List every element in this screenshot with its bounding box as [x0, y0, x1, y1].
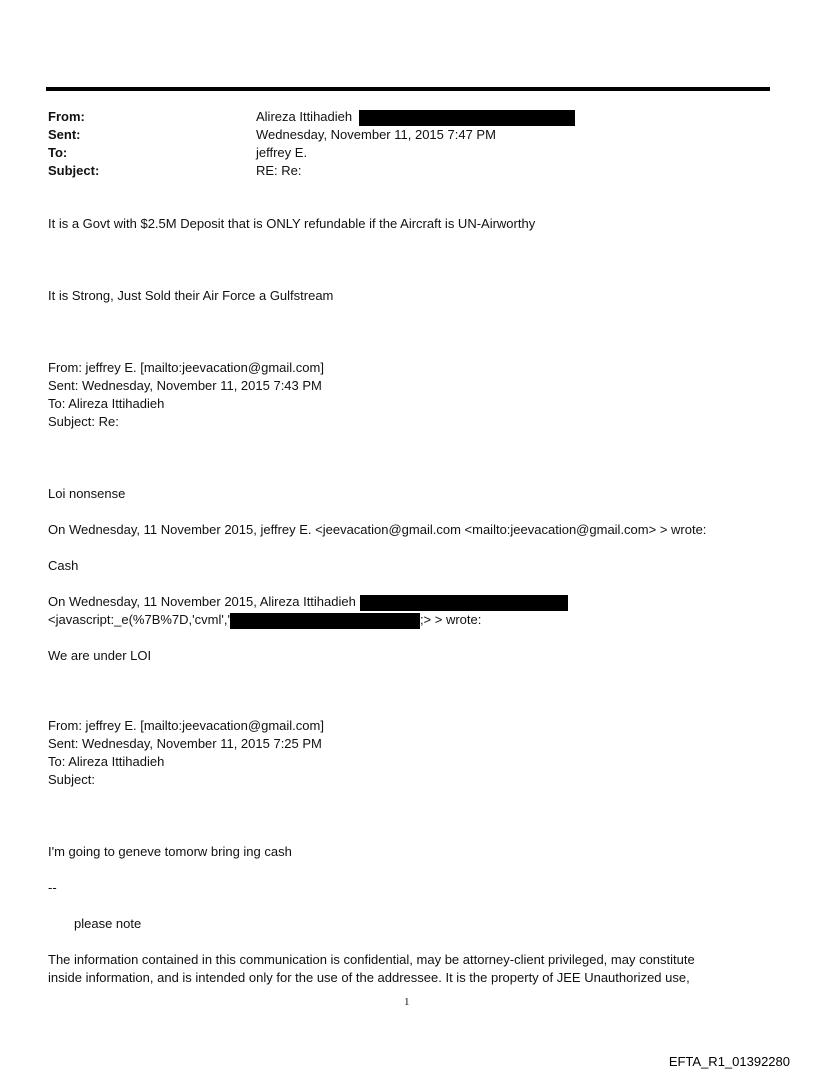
redaction-box [360, 595, 568, 611]
email-header [48, 108, 748, 180]
signature-separator: -- [48, 880, 57, 895]
body-geneve: I'm going to geneve tomorw bring ing cash [48, 844, 292, 859]
header-rule [46, 87, 770, 91]
header-from-row [48, 108, 748, 126]
quoted-subject: Subject: Re: [48, 414, 119, 429]
header-to-row [48, 144, 748, 162]
from-name: Alireza Ittihadieh [256, 109, 353, 124]
header-sent-row [48, 126, 748, 144]
body-cash: Cash [48, 558, 79, 573]
quoted-from: From: jeffrey E. [mailto:jeevacation@gmail.com] [48, 360, 324, 375]
subject-value: RE: Re: [256, 163, 302, 178]
body-on-wrote-alireza-line2 [48, 611, 481, 629]
body-loi-nonsense: Loi nonsense [48, 486, 126, 501]
quoted-to: To: Alireza Ittihadieh [48, 396, 165, 411]
disclaimer-line-1: The information contained in this communication is confidential, may be attorney-client privileged, may constitute [48, 952, 695, 967]
quoted2-from: From: jeffrey E. [mailto:jeevacation@gmail.com] [48, 718, 324, 733]
javascript-link-suffix: ;> > wrote: [419, 612, 482, 627]
body-paragraph-deposit: It is a Govt with $2.5M Deposit that is ONLY refundable if the Aircraft is UN-Airworthy [48, 216, 536, 231]
sent-value: Wednesday, November 11, 2015 7:47 PM [256, 127, 496, 142]
from-label: From: [48, 109, 85, 124]
javascript-link-prefix: <javascript:_e(%7B%7D,'cvml',' [48, 612, 230, 627]
quoted2-subject: Subject: [48, 772, 95, 787]
document-id: EFTA_R1_01392280 [668, 1054, 790, 1069]
subject-label: Subject: [48, 163, 100, 178]
redaction-box [230, 613, 420, 629]
redaction-box [359, 110, 575, 126]
sent-label: Sent: [48, 127, 81, 142]
page-number: 1 [404, 996, 410, 1008]
quoted-sent: Sent: Wednesday, November 11, 2015 7:43 PM [48, 378, 322, 393]
on-wrote-prefix: On Wednesday, 11 November 2015, Alireza Ittihadieh [48, 594, 356, 609]
quoted2-sent: Sent: Wednesday, November 11, 2015 7:25 PM [48, 736, 322, 751]
quoted2-to: To: Alireza Ittihadieh [48, 754, 165, 769]
body-paragraph-strong: It is Strong, Just Sold their Air Force a Gulfstream [48, 288, 334, 303]
header-subject-row [48, 162, 748, 180]
body-on-wrote-alireza-line1 [48, 593, 568, 611]
please-note: please note [74, 916, 142, 931]
disclaimer-line-2: inside information, and is intended only for the use of the addressee. It is the property of JEE Unauthorized use, [48, 970, 690, 985]
body-under-loi: We are under LOI [48, 648, 152, 663]
from-value [256, 108, 575, 126]
body-on-wrote-jeffrey: On Wednesday, 11 November 2015, jeffrey E. <jeevacation@gmail.com <mailto:jeevacation@gmail.com> > wrote: [48, 522, 707, 537]
to-label: To: [48, 145, 68, 160]
to-value: jeffrey E. [256, 145, 308, 160]
